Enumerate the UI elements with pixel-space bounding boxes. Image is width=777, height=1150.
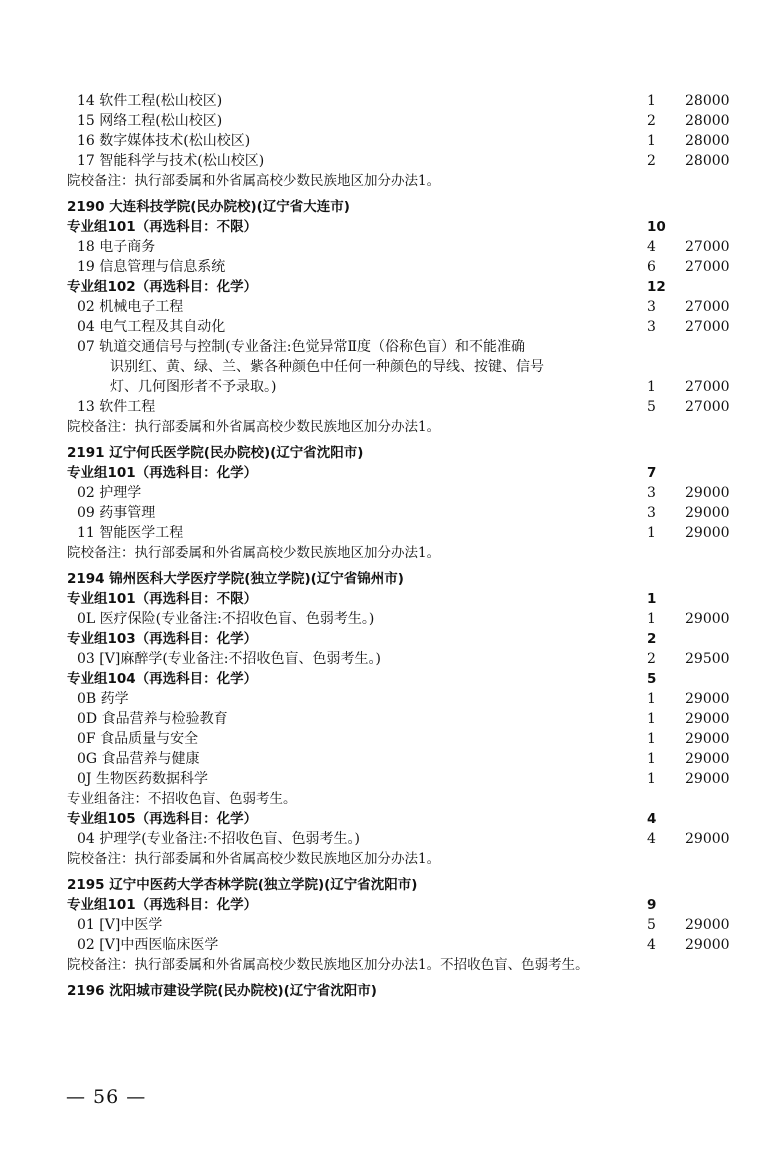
major-row: 0L 医疗保险(专业备注:不招收色盲、色弱考生。) 1 29000 bbox=[77, 611, 730, 627]
major-row: 09 药事管理 3 29000 bbox=[77, 505, 730, 521]
major-row-continued: 识别红、黄、绿、兰、紫各种颜色中任何一种颜色的导线、按键、信号 bbox=[110, 359, 544, 375]
school-title: 2196 沈阳城市建设学院(民办院校)(辽宁省沈阳市) bbox=[67, 983, 377, 999]
group-header: 专业组101（再选科目：不限） 10 bbox=[67, 219, 666, 235]
major-row: 0G 食品营养与健康 1 29000 bbox=[77, 751, 730, 767]
major-row: 04 电气工程及其自动化 3 27000 bbox=[77, 319, 730, 335]
school-note: 院校备注：执行部委属和外省属高校少数民族地区加分办法1。 bbox=[67, 173, 441, 189]
major-row: 0D 食品营养与检验教育 1 29000 bbox=[77, 711, 730, 727]
group-header: 专业组102（再选科目：化学） 12 bbox=[67, 279, 666, 295]
major-row: 07 轨道交通信号与控制(专业备注:色觉异常Ⅱ度（俗称色盲）和不能准确 bbox=[77, 339, 525, 355]
school-title: 2194 锦州医科大学医疗学院(独立学院)(辽宁省锦州市) bbox=[67, 571, 404, 587]
major-row: 0F 食品质量与安全 1 29000 bbox=[77, 731, 730, 747]
major-row: 04 护理学(专业备注:不招收色盲、色弱考生。) 4 29000 bbox=[77, 831, 730, 847]
school-note: 院校备注：执行部委属和外省属高校少数民族地区加分办法1。不招收色盲、色弱考生。 bbox=[67, 957, 589, 973]
major-row: 02 护理学 3 29000 bbox=[77, 485, 730, 501]
group-note: 专业组备注：不招收色盲、色弱考生。 bbox=[67, 791, 297, 807]
page-number: — 56 — bbox=[66, 1086, 147, 1108]
major-row-continued: 灯、几何图形者不予录取。) 1 27000 bbox=[110, 379, 730, 395]
major-row: 19 信息管理与信息系统 6 27000 bbox=[77, 259, 730, 275]
group-header: 专业组101（再选科目：不限） 1 bbox=[67, 591, 657, 607]
school-note: 院校备注：执行部委属和外省属高校少数民族地区加分办法1。 bbox=[67, 851, 441, 867]
school-title: 2190 大连科技学院(民办院校)(辽宁省大连市) bbox=[67, 199, 350, 215]
major-row: 02 机械电子工程 3 27000 bbox=[77, 299, 730, 315]
major-row: 16 数字媒体技术(松山校区) 1 28000 bbox=[77, 133, 730, 149]
major-row: 15 网络工程(松山校区) 2 28000 bbox=[77, 113, 730, 129]
group-header: 专业组103（再选科目：化学） 2 bbox=[67, 631, 657, 647]
group-header: 专业组105（再选科目：化学） 4 bbox=[67, 811, 657, 827]
major-row: 14 软件工程(松山校区) 1 28000 bbox=[77, 93, 730, 109]
major-row: 18 电子商务 4 27000 bbox=[77, 239, 730, 255]
major-row: 11 智能医学工程 1 29000 bbox=[77, 525, 730, 541]
major-row: 02 [V]中西医临床医学 4 29000 bbox=[77, 937, 730, 953]
school-note: 院校备注：执行部委属和外省属高校少数民族地区加分办法1。 bbox=[67, 419, 441, 435]
school-title: 2195 辽宁中医药大学杏林学院(独立学院)(辽宁省沈阳市) bbox=[67, 877, 418, 893]
major-row: 17 智能科学与技术(松山校区) 2 28000 bbox=[77, 153, 730, 169]
major-row: 03 [V]麻醉学(专业备注:不招收色盲、色弱考生。) 2 29500 bbox=[77, 651, 730, 667]
major-row: 0J 生物医药数据科学 1 29000 bbox=[77, 771, 730, 787]
admission-plan-list bbox=[67, 91, 737, 1001]
major-row: 0B 药学 1 29000 bbox=[77, 691, 730, 707]
school-title: 2191 辽宁何氏医学院(民办院校)(辽宁省沈阳市) bbox=[67, 445, 364, 461]
group-header: 专业组104（再选科目：化学） 5 bbox=[67, 671, 657, 687]
major-row: 01 [V]中医学 5 29000 bbox=[77, 917, 730, 933]
major-row: 13 软件工程 5 27000 bbox=[77, 399, 730, 415]
group-header: 专业组101（再选科目：化学） 7 bbox=[67, 465, 657, 481]
group-header: 专业组101（再选科目：化学） 9 bbox=[67, 897, 657, 913]
school-note: 院校备注：执行部委属和外省属高校少数民族地区加分办法1。 bbox=[67, 545, 441, 561]
